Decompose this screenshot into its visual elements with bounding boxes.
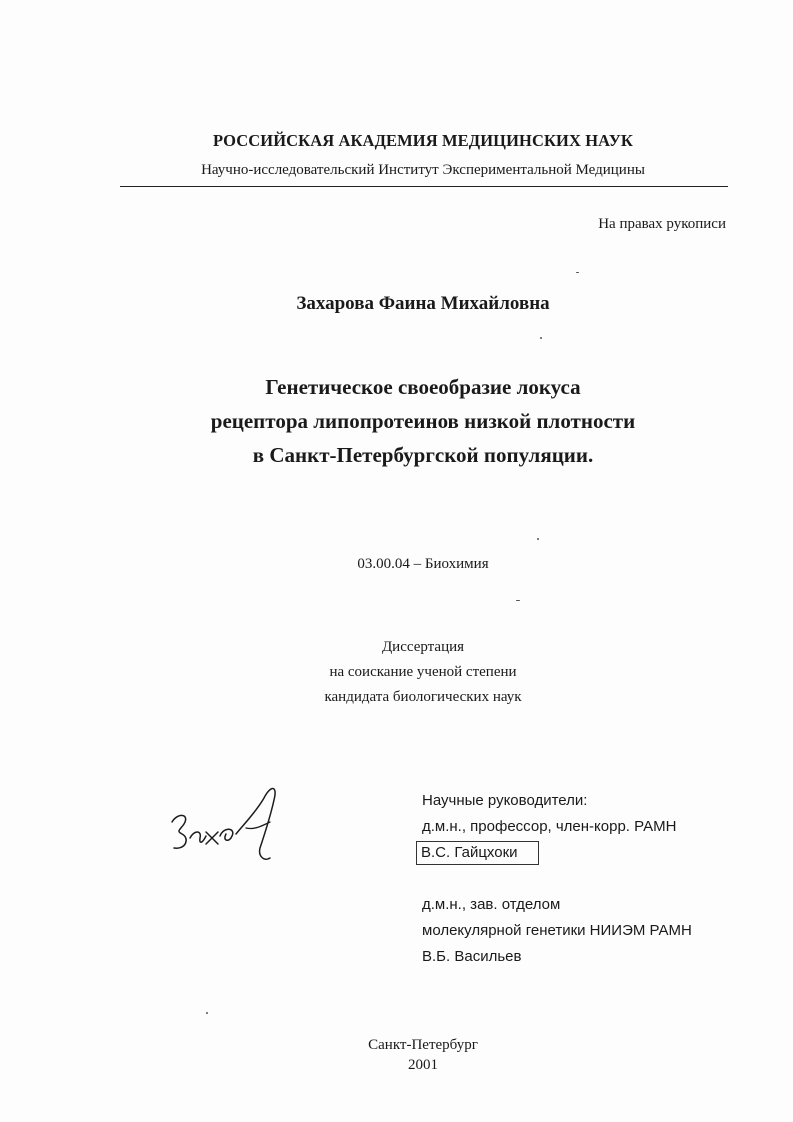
degree-statement — [0, 635, 793, 710]
supervisor-2-degree: д.м.н., зав. отделом — [422, 896, 561, 913]
publication-year: 2001 — [408, 1057, 438, 1073]
supervisor-2-name: В.Б. Васильев — [422, 948, 522, 965]
author-name: Захарова Фаина Михайловна — [296, 293, 550, 314]
supervisor-2-department: молекулярной генетики НИИЭМ РАМН — [422, 922, 692, 939]
institute-name: Научно-исследовательский Институт Экспериментальной Медицины — [201, 162, 645, 178]
publication-place — [0, 1035, 793, 1075]
scan-speck — [540, 337, 542, 339]
supervisors-heading: Научные руководители: — [422, 792, 588, 809]
supervisor-1-degree: д.м.н., профессор, член-корр. РАМН — [422, 818, 677, 835]
city-name: Санкт-Петербург — [368, 1037, 478, 1053]
title-line: рецептора липопротеинов низкой плотности — [210, 409, 636, 433]
degree-line: Диссертация — [381, 639, 465, 655]
scan-speck — [206, 1012, 208, 1014]
scan-speck — [537, 538, 539, 540]
header-divider — [120, 186, 728, 187]
degree-line: кандидата биологических наук — [324, 689, 522, 705]
title-line: в Санкт-Петербургской популяции. — [252, 443, 594, 467]
supervisors-block — [422, 788, 692, 970]
scan-speck — [576, 272, 579, 273]
degree-line: на соискание ученой степени — [329, 664, 517, 680]
rights-note: На правах рукописи — [598, 216, 726, 232]
dissertation-title — [0, 370, 793, 472]
specialty-code: 03.00.04 – Биохимия — [357, 556, 489, 572]
academy-name: РОССИЙСКАЯ АКАДЕМИЯ МЕДИЦИНСКИХ НАУК — [213, 131, 633, 150]
supervisor-1-name: В.С. Гайцхоки — [416, 841, 539, 865]
handwritten-signature — [160, 778, 290, 868]
title-line: Генетическое своеобразие локуса — [265, 375, 581, 399]
scan-speck — [516, 600, 520, 601]
